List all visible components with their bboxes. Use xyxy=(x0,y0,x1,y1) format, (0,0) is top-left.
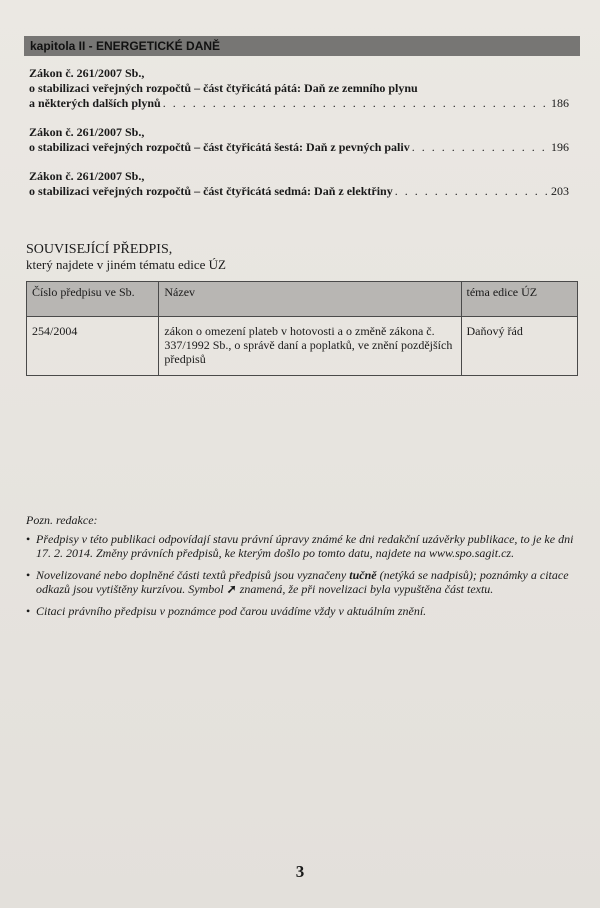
note-text-middle: (netýká se nadpisů); poznámky a citace odkazů jsou vytištěny kurzívou. Symbol xyxy=(36,568,569,596)
bullet-icon: • xyxy=(26,604,31,618)
cell-number: 254/2004 xyxy=(27,317,159,376)
toc-entry-leader-line xyxy=(29,140,569,155)
note-text-after: znamená, že při novelizaci byla vypuštěna část textu. xyxy=(236,582,494,596)
toc-entry-title: o stabilizaci veřejných rozpočtů – část čtyřicátá pátá: Daň ze zemního plynu xyxy=(29,81,418,95)
editorial-notes xyxy=(26,513,578,626)
arrow-symbol-icon: ➚ xyxy=(226,582,237,596)
notes-list xyxy=(26,532,578,618)
table-of-contents xyxy=(29,66,569,213)
cell-topic: Daňový řád xyxy=(461,317,578,376)
note-bold-word: tučně xyxy=(349,568,377,582)
dot-leader xyxy=(395,184,549,199)
toc-entry[interactable] xyxy=(29,169,569,199)
chapter-heading: kapitola II - ENERGETICKÉ DANĚ xyxy=(24,36,580,56)
toc-entry-leader-line xyxy=(29,184,569,199)
related-regulation-section xyxy=(26,242,576,272)
toc-entry-law: Zákon č. 261/2007 Sb., xyxy=(29,169,145,183)
related-regulation-table xyxy=(26,281,578,376)
toc-page-number: 186 xyxy=(551,96,569,110)
toc-page-number: 196 xyxy=(551,140,569,154)
bullet-icon: • xyxy=(26,532,31,546)
notes-title: Pozn. redakce: xyxy=(26,513,98,527)
page-number: 3 xyxy=(295,862,305,881)
toc-entry[interactable] xyxy=(29,66,569,111)
cell-name: zákon o omezení plateb v hotovosti a o změně zákona č. 337/1992 Sb., o správě daní a poplatků, ve znění pozdějších předpisů xyxy=(159,317,461,376)
note-item xyxy=(26,568,578,596)
table-row xyxy=(27,317,578,376)
note-text: Předpisy v této publikaci odpovídají stavu právní úpravy známé ke dni redakční uzávěrky publikace, to je ke dni 17. 2. 2014. Změny právních předpisů, ke kterým došlo po tomto datu, najdete na www.spo.sagit.cz. xyxy=(36,532,574,560)
note-item xyxy=(26,604,578,618)
note-text-before: Novelizované nebo doplněné části textů předpisů jsou vyznačeny xyxy=(36,568,350,582)
related-subtitle: který najdete v jiném tématu edice ÚZ xyxy=(26,257,226,272)
column-header-name: Název xyxy=(159,282,461,317)
note-item xyxy=(26,532,578,560)
toc-entry-law: Zákon č. 261/2007 Sb., xyxy=(29,125,145,139)
dot-leader xyxy=(163,96,549,111)
related-title: SOUVISEJÍCÍ PŘEDPIS, xyxy=(26,242,173,257)
table-header-row xyxy=(27,282,578,317)
toc-entry[interactable] xyxy=(29,125,569,155)
column-header-topic: téma edice ÚZ xyxy=(461,282,578,317)
toc-entry-title-cont: a některých dalších plynů xyxy=(29,96,161,110)
toc-entry-title: o stabilizaci veřejných rozpočtů – část čtyřicátá šestá: Daň z pevných paliv xyxy=(29,140,410,154)
toc-entry-title: o stabilizaci veřejných rozpočtů – část čtyřicátá sedmá: Daň z elektřiny xyxy=(29,184,393,198)
bullet-icon: • xyxy=(26,568,31,582)
toc-page-number: 203 xyxy=(551,184,569,198)
dot-leader xyxy=(412,140,549,155)
column-header-number: Číslo předpisu ve Sb. xyxy=(27,282,159,317)
toc-entry-law: Zákon č. 261/2007 Sb., xyxy=(29,66,145,80)
toc-entry-leader-line xyxy=(29,96,569,111)
note-text: Citaci právního předpisu v poznámce pod čarou uvádíme vždy v aktuálním znění. xyxy=(36,604,427,618)
